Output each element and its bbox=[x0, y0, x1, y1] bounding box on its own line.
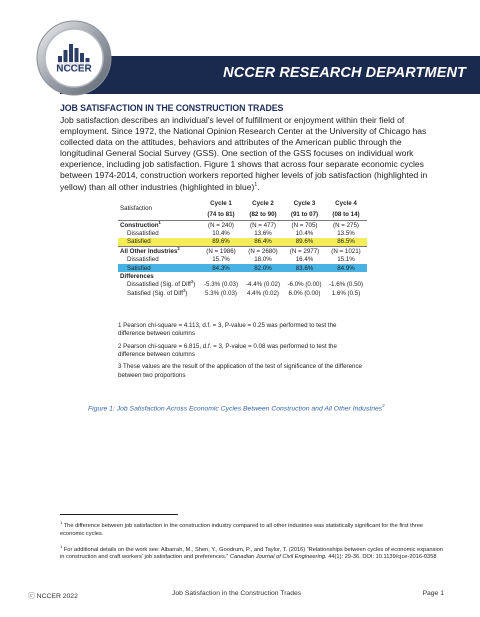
differences-row bbox=[118, 272, 367, 280]
satisfaction-table bbox=[118, 198, 367, 298]
table-cell: 4.4% (0.02) bbox=[247, 289, 279, 297]
table-cell: 15.1% bbox=[337, 256, 355, 264]
diff-dissatisfied-row bbox=[118, 281, 367, 289]
row-label: Dissatisfied bbox=[127, 230, 159, 238]
table-cell: 15.7% bbox=[212, 256, 230, 264]
table-cell: 18.0% bbox=[254, 256, 272, 264]
construction-dissatisfied-row bbox=[118, 229, 367, 237]
other-dissatisfied-row bbox=[118, 256, 367, 264]
article-title: JOB SATISFACTION IN THE CONSTRUCTION TRADES bbox=[60, 103, 284, 113]
table-cell: 16.4% bbox=[295, 256, 314, 264]
footnote-divider bbox=[60, 514, 178, 515]
construction-satisfied-row bbox=[118, 238, 367, 247]
table-cell: -4.4% (0.02) bbox=[245, 281, 281, 289]
table-header-row bbox=[118, 198, 367, 209]
cycle-name: Cycle 2 bbox=[252, 199, 274, 207]
table-cell: 13.5% bbox=[337, 230, 355, 238]
table-cell: -5.3% (0.03) bbox=[203, 281, 239, 289]
cycle-years: (08 to 14) bbox=[332, 210, 360, 218]
table-cell: (N = 275) bbox=[325, 221, 367, 230]
table-cell: (N = 1986) bbox=[200, 247, 242, 256]
table-cell: (N = 240) bbox=[200, 221, 242, 230]
row-label: Satisfied (Sig. of Diff$^3$) bbox=[127, 287, 188, 297]
table-cell: 89.6% bbox=[200, 238, 242, 247]
cycle-years: (74 to 81) bbox=[207, 210, 235, 218]
cycle-name: Cycle 3 bbox=[293, 199, 316, 207]
differences-label: Differences bbox=[120, 272, 154, 280]
table-cell: (N = 2680) bbox=[242, 247, 284, 256]
footnotes bbox=[60, 519, 445, 566]
table-cell: -6.0% (0.00) bbox=[287, 281, 322, 289]
cycle-years: (82 to 90) bbox=[249, 210, 277, 218]
nccer-logo bbox=[34, 18, 114, 98]
row-label: Satisfied bbox=[118, 264, 200, 272]
table-cell: (N = 1021) bbox=[325, 247, 367, 256]
table-cell: 84.3% bbox=[200, 264, 242, 272]
figure-caption: Figure 1: Job Satisfaction Across Economic Cycles Between Construction and All Other Industries$^2$ bbox=[88, 403, 385, 413]
intro-end: . bbox=[257, 182, 260, 193]
table-cell: 1.6% (0.5) bbox=[331, 289, 361, 297]
table-cell: 6.0% (0.00) bbox=[288, 289, 321, 297]
table-note: 1 Pearson chi-square = 4.113, d.f. = 3, P-value = 0.25 was performed to test the difference between columns bbox=[118, 322, 337, 338]
table-cell: 89.6% bbox=[284, 238, 325, 247]
table-cell: 13.6% bbox=[254, 230, 272, 238]
page-number: Page 1 bbox=[422, 590, 444, 597]
row-label: Satisfied bbox=[118, 238, 200, 247]
table-cell: 86.4% bbox=[242, 238, 284, 247]
footer-title: Job Satisfaction in the Construction Trades bbox=[172, 590, 302, 597]
table-cell: 5.3% (0.03) bbox=[205, 289, 237, 297]
table-cell: (N = 705) bbox=[284, 221, 325, 230]
table-cell: 84.9% bbox=[325, 264, 367, 272]
table-notes bbox=[118, 322, 363, 384]
logo-wordmark: NCCER bbox=[56, 63, 92, 75]
table-cell: (N = 477) bbox=[242, 221, 284, 230]
diff-satisfied-row bbox=[118, 289, 367, 297]
other-satisfied-row bbox=[118, 264, 367, 272]
construction-label: Construction$^1$ bbox=[118, 221, 200, 230]
header-banner bbox=[0, 18, 480, 100]
intro-text: Job satisfaction describes an individual’s level of fulfillment or enjoyment within their field of employment. Since 1972, the National Opinion Research Center at the University of Chicago has collected data on the attitudes, behaviors and attributes of the American public through the longitudinal General Social Survey (GSS). One section of the GSS focuses on individual work experience, including job satisfaction. Figure 1 shows that across four separate economic cycles between 1974-2014, construction workers reported higher levels of job satisfaction (highlighted in yellow) than all other industries (highlighted in blue) bbox=[60, 115, 428, 193]
table-cell: 82.0% bbox=[242, 264, 284, 272]
table-cell: 10.4% bbox=[295, 230, 314, 238]
cycle-name: Cycle 1 bbox=[210, 199, 232, 207]
cycle-years: (91 to 07) bbox=[290, 210, 319, 218]
footnote: $^1$ The difference between job satisfaction in the construction industry compared to all other industries was statistically significant for the first three economic cycles. bbox=[60, 520, 424, 537]
construction-n-row bbox=[118, 221, 367, 230]
table-cell: 10.4% bbox=[212, 230, 230, 238]
table-note: 2 Pearson chi-square = 6.815, d.f. = 3, P-value = 0.08 was performed to test the difference between columns bbox=[118, 342, 337, 359]
intro-footnote-ref: 1 bbox=[254, 182, 258, 189]
table-cell: (N = 2977) bbox=[284, 247, 325, 256]
other-industries-label: All Other Industries$^2$ bbox=[118, 247, 200, 256]
corner-label: Satisfaction bbox=[120, 205, 152, 213]
footnote: $^1$ For additional details on the work see: Albarrah, M., Shen, Y., Goodrum, P., and Taylor, T. (2016) “Relationships between cycles of economic expansion in construction and craft workers’ job satisfaction and preferences.” Canadian Journal of Civil Engineering. 44(1): 29-36. DOI: 10.1139/cjce-2016-0358 bbox=[60, 543, 443, 561]
row-label: Dissatisfied bbox=[127, 256, 159, 264]
table-note: 3 These values are the result of the application of the test of significance of the difference between two proportions bbox=[118, 363, 362, 379]
table-cell: -1.6% (0.50) bbox=[328, 281, 364, 289]
page-footer bbox=[0, 590, 480, 604]
table-cell: 86.5% bbox=[325, 238, 367, 247]
table-cell: 83.6% bbox=[284, 264, 325, 272]
department-title: NCCER RESEARCH DEPARTMENT bbox=[223, 65, 466, 81]
other-n-row bbox=[118, 247, 367, 256]
copyright: ⓒ NCCER 2022 bbox=[28, 593, 78, 600]
row-label: Dissatisfied (Sig. of Diff$^3$) bbox=[127, 279, 196, 289]
intro-paragraph bbox=[60, 115, 445, 193]
cycle-name: Cycle 4 bbox=[335, 199, 357, 207]
